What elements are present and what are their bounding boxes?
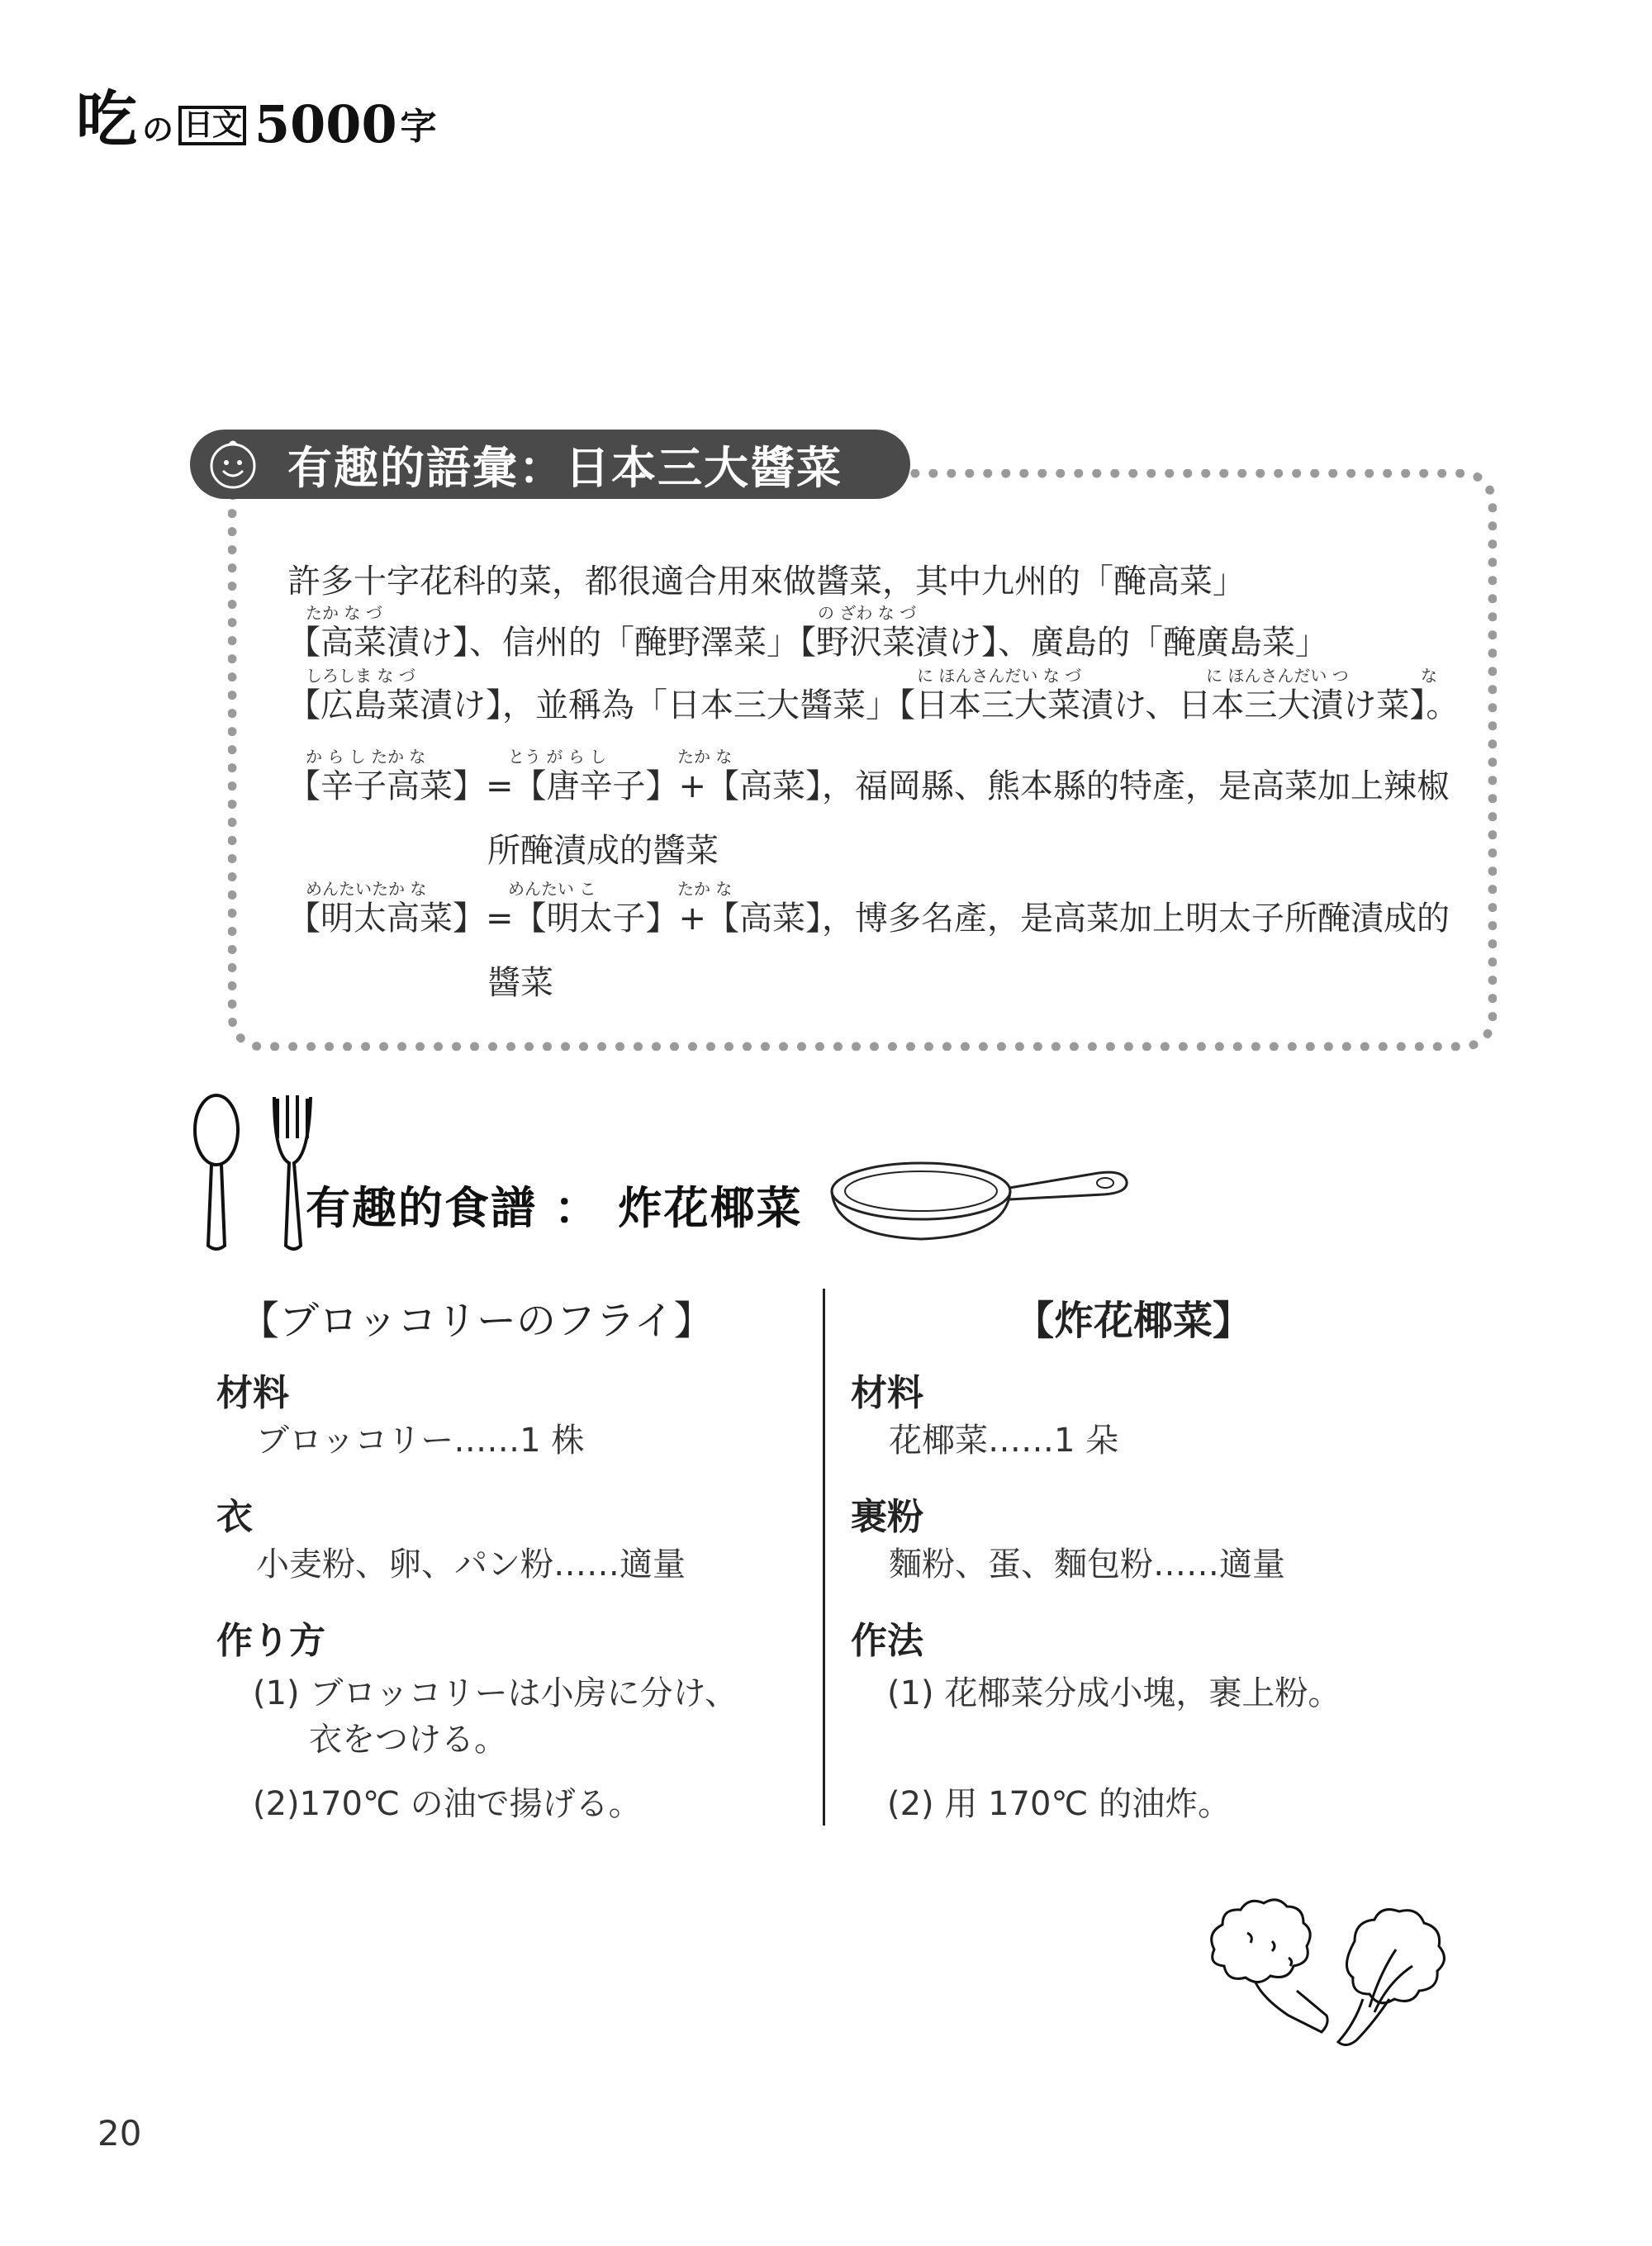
right-section-head-3: 作法 xyxy=(851,1620,923,1662)
ruby-2: しろしま な づ xyxy=(306,666,415,686)
ruby-4c: たか な xyxy=(677,879,733,899)
recipe-title: 有趣的食譜 ： 炸花椰菜 xyxy=(306,1182,803,1234)
vocab-line-4: 【辛子高菜】=【唐辛子】+【高菜】，福岡縣、熊本縣的特產，是高菜加上辣椒 xyxy=(287,767,1450,805)
vocab-line-5: 所醃漬成的醬菜 xyxy=(487,832,719,870)
frying-pan-icon xyxy=(826,1148,1140,1256)
logo-char: 吃 xyxy=(76,84,137,155)
vocab-line-2: 【高菜漬け】、信州的「醃野澤菜」【野沢菜漬け】、廣島的「醃廣島菜」 xyxy=(287,624,1328,662)
vocab-line-7: 醬菜 xyxy=(487,964,553,1002)
ruby-3c: たか な xyxy=(677,747,733,767)
right-item-2: 麵粉、蛋、麵包粉……適量 xyxy=(889,1546,1285,1584)
ruby-4b: めんたい こ xyxy=(508,879,596,899)
left-column-title: 【ブロッコリーのフライ】 xyxy=(240,1298,714,1344)
ruby-2d: な xyxy=(1421,666,1437,686)
logo-no: の xyxy=(142,112,174,148)
smiley-icon xyxy=(206,438,259,491)
left-section-head-1: 材料 xyxy=(216,1372,289,1414)
right-section-head-2: 裹粉 xyxy=(851,1496,923,1538)
ruby-4: めんたいたか な xyxy=(306,879,427,899)
vocab-line-3: 【広島菜漬け】，並稱為「日本三大醬菜」【日本三大菜漬け、日本三大漬け菜】。 xyxy=(287,686,1460,724)
left-step-1-cont: 衣をつける。 xyxy=(309,1721,507,1759)
left-item-2: 小麦粉、卵、パン粉……適量 xyxy=(256,1546,686,1584)
left-step-2: (2)170℃ の油で揚げる。 xyxy=(253,1785,642,1823)
ruby-3: か ら し たか な xyxy=(306,747,426,767)
broccoli-illustration xyxy=(1198,1892,1470,2057)
ruby-2c: に ほんさんだい つ xyxy=(1206,666,1349,686)
vocab-line-6: 【明太高菜】=【明太子】+【高菜】，博多名產，是高菜加上明太子所醃漬成的 xyxy=(287,900,1450,938)
ruby-1b: の ざわ な づ xyxy=(818,603,917,623)
left-step-1: (1) ブロッコリーは小房に分け、 xyxy=(253,1674,738,1712)
book-logo xyxy=(76,59,437,155)
vocab-title: 有趣的語彙：日本三大醬菜 xyxy=(287,441,843,494)
right-step-2: (2) 用 170℃ 的油炸。 xyxy=(887,1785,1232,1823)
right-section-head-1: 材料 xyxy=(851,1372,923,1414)
right-item-1: 花椰菜……1 朵 xyxy=(889,1422,1119,1460)
logo-number: 5000 xyxy=(254,94,397,154)
left-section-head-3: 作り方 xyxy=(216,1620,325,1662)
right-step-1: (1) 花椰菜分成小塊，裹上粉。 xyxy=(887,1674,1341,1712)
left-section-head-2: 衣 xyxy=(216,1496,253,1538)
left-item-1: ブロッコリー……1 株 xyxy=(256,1422,585,1460)
ruby-1: たか な づ xyxy=(306,603,382,623)
logo-box: 日文 xyxy=(178,106,246,145)
vocab-line-1: 許多十字花科的菜，都很適合用來做醬菜，其中九州的「醃高菜」 xyxy=(287,563,1246,601)
page-number: 20 xyxy=(97,2113,142,2153)
column-divider xyxy=(823,1289,825,1826)
vocab-title-pill xyxy=(190,430,910,499)
ruby-3b: とう が ら し xyxy=(508,747,607,767)
ruby-2b: に ほんさんだい な づ xyxy=(917,666,1082,686)
logo-zi: 字 xyxy=(400,106,437,148)
right-column-title: 【炸花椰菜】 xyxy=(1014,1298,1253,1344)
